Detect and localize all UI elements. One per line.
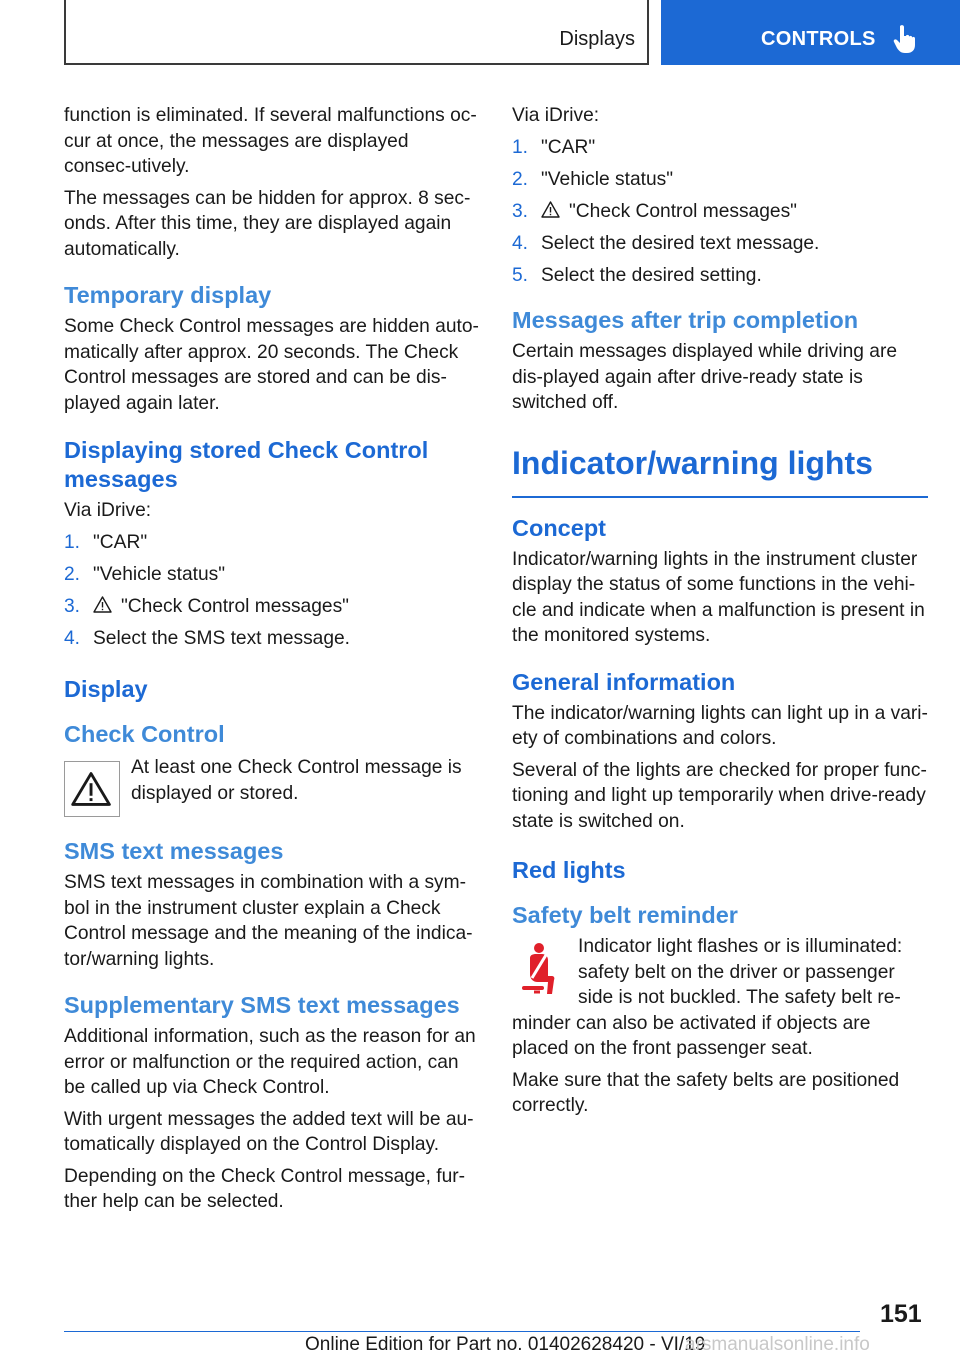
heading-sms-text: SMS text messages <box>64 838 284 864</box>
heading-check-control: Check Control <box>64 721 225 747</box>
header-chapter-tab <box>661 0 960 65</box>
header-section-box <box>64 0 649 65</box>
paragraph: function is eliminated. If several malfunctions oc-cur at once, the messages are displayed consec-utively. <box>64 105 477 177</box>
list-item: 1. "CAR" <box>512 136 596 158</box>
heading-general-information: General information <box>512 668 736 695</box>
heading-concept: Concept <box>512 514 606 541</box>
paragraph: Several of the lights are checked for proper func-tioning and light up temporarily when drive-ready state is switched on. <box>512 759 927 832</box>
right-column <box>512 103 928 1125</box>
list-item: 4. Select the SMS text message. <box>64 627 351 649</box>
list-item: 3. "Check Control messages" <box>512 200 797 222</box>
list-item: 1. "CAR" <box>64 531 148 553</box>
steps-list <box>64 530 479 652</box>
steps-list <box>512 135 928 289</box>
heading-messages-after-trip: Messages after trip completion <box>512 307 859 333</box>
check-control-figure <box>64 755 479 813</box>
warning-triangle-icon <box>93 596 112 613</box>
paragraph: At least one Check Control message is displayed or stored. <box>131 757 462 804</box>
heading-safety-belt-reminder: Safety belt reminder <box>512 902 738 928</box>
paragraph: Depending on the Check Control message, fur-ther help can be selected. <box>64 1165 466 1212</box>
list-item: 2. "Vehicle status" <box>64 563 226 585</box>
footer-divider <box>64 1331 860 1332</box>
header-chapter-title: CONTROLS <box>761 28 876 50</box>
header-section-title: Displays <box>559 28 635 50</box>
paragraph: Via iDrive: <box>64 500 152 521</box>
paragraph: Make sure that the safety belts are positioned correctly. <box>512 1069 900 1116</box>
heading-display: Display <box>64 676 148 702</box>
heading-supplementary-sms: Supplementary SMS text messages <box>64 992 460 1018</box>
heading-displaying-stored: Displaying stored Check Control messages <box>64 437 429 492</box>
paragraph: SMS text messages in combination with a sym-bol in the instrument cluster explain a Check Control message and the meaning of the indica-tor/warning lights. <box>64 872 473 970</box>
warning-triangle-icon <box>64 761 120 817</box>
paragraph: Indicator light flashes or is illuminated: safety belt on the driver or passenger side is not buckled. The safety belt re-minder can also be activated if objects are placed on the front passenger seat. <box>512 936 903 1059</box>
heading-temporary-display: Temporary display <box>64 282 272 308</box>
paragraph: Certain messages displayed while driving are dis-played again after drive-ready state is switched off. <box>512 341 898 413</box>
warning-triangle-icon <box>541 201 560 218</box>
paragraph: Additional information, such as the reason for an error or malfunction or the required action, can be called up via Check Control. <box>64 1026 476 1098</box>
footer-edition: Online Edition for Part no. 01402628420 - VI/19 <box>305 1334 706 1355</box>
paragraph: Indicator/warning lights in the instrument cluster display the status of some functions in the vehi-cle and indicate when a malfunction is present in the monitored systems. <box>512 548 925 646</box>
hand-pointer-icon <box>893 24 919 54</box>
list-item: 2. "Vehicle status" <box>512 168 674 190</box>
left-column <box>64 103 479 1221</box>
list-item: 5. Select the desired setting. <box>512 264 762 286</box>
paragraph: Via iDrive: <box>512 105 600 126</box>
paragraph: With urgent messages the added text will be au-tomatically displayed on the Control Display. <box>64 1108 474 1155</box>
list-item: 3. "Check Control messages" <box>64 595 349 617</box>
paragraph: Some Check Control messages are hidden auto-matically after approx. 20 seconds. The Check Control messages are stored and can be dis-played again later. <box>64 316 479 414</box>
list-item: 4. Select the desired text message. <box>512 232 820 254</box>
safety-belt-reminder-icon <box>512 938 572 1000</box>
page-number: 151 <box>880 1300 922 1328</box>
safety-belt-block <box>512 934 928 1062</box>
footer-watermark: arsmanualsonline.info <box>685 1334 870 1355</box>
heading-red-lights: Red lights <box>512 857 626 883</box>
heading-indicator-warning-lights: Indicator/warning lights <box>512 444 928 498</box>
paragraph: The indicator/warning lights can light up in a vari-ety of combinations and colors. <box>512 702 928 749</box>
paragraph: The messages can be hidden for approx. 8 sec-onds. After this time, they are displayed again automatically. <box>64 187 471 260</box>
